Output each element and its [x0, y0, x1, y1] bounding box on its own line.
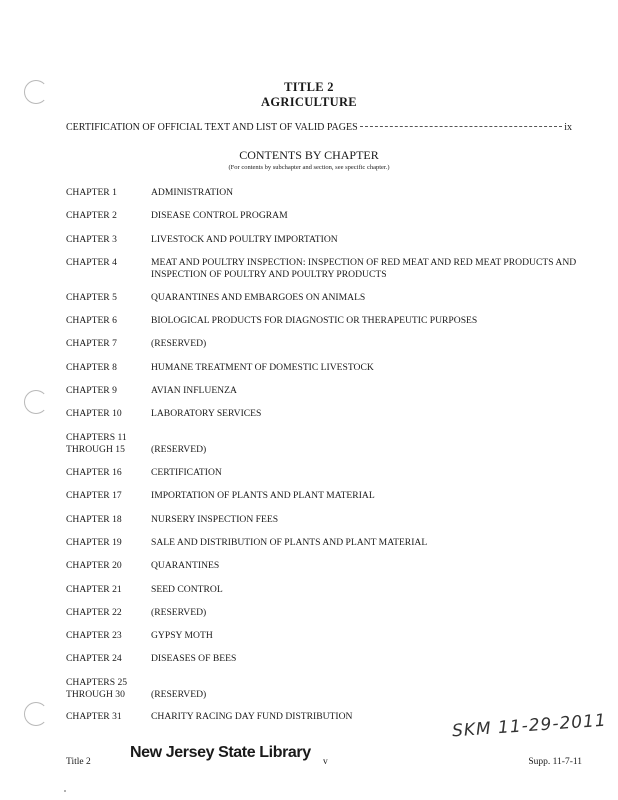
chapter-row [66, 338, 591, 350]
chapter-title-text: (RESERVED) [151, 688, 207, 700]
chapter-title: DISEASES OF BEES [151, 653, 237, 664]
punch-hole [24, 390, 48, 414]
chapter-number: CHAPTER 6 [66, 315, 117, 326]
chapter-title: SEED CONTROL [151, 584, 223, 595]
certification-line [66, 122, 572, 136]
title-number: TITLE 2 [284, 80, 334, 94]
contents-heading: CONTENTS BY CHAPTER [239, 148, 379, 162]
library-stamp: New Jersey State Library [130, 744, 311, 761]
chapter-title: IMPORTATION OF PLANTS AND PLANT MATERIAL [151, 490, 375, 501]
chapter-number-line2: THROUGH 30 [66, 688, 125, 700]
supplement-date: Supp. 11-7-11 [528, 757, 582, 767]
chapter-number [66, 432, 151, 455]
chapter-row [66, 514, 591, 526]
chapter-number: CHAPTER 19 [66, 537, 122, 548]
dot-leader [360, 126, 563, 127]
chapter-row [66, 187, 591, 199]
chapter-title [151, 432, 591, 455]
chapter-row [66, 490, 591, 502]
chapter-number: CHAPTER 7 [66, 338, 117, 349]
chapter-title: BIOLOGICAL PRODUCTS FOR DIAGNOSTIC OR THERAPEUTIC PURPOSES [151, 315, 478, 326]
chapter-row [66, 234, 591, 246]
chapter-number: CHAPTER 24 [66, 653, 122, 664]
chapter-number: CHAPTER 2 [66, 210, 117, 221]
chapter-row [66, 385, 591, 397]
chapter-number: CHAPTER 22 [66, 607, 122, 618]
chapter-number: CHAPTER 18 [66, 514, 122, 525]
chapter-number-line1: CHAPTERS 11 [66, 432, 127, 443]
chapter-title: SALE AND DISTRIBUTION OF PLANTS AND PLANT MATERIAL [151, 537, 428, 548]
chapter-number-line2: THROUGH 15 [66, 443, 125, 455]
chapter-title: (RESERVED) [151, 338, 207, 349]
title-name: AGRICULTURE [261, 95, 357, 109]
chapter-title: ADMINISTRATION [151, 187, 234, 198]
chapter-number: CHAPTER 16 [66, 467, 122, 478]
chapter-number: CHAPTER 21 [66, 584, 122, 595]
scan-speck [64, 790, 66, 792]
chapter-row [66, 210, 591, 222]
chapter-title [151, 677, 591, 700]
chapter-number: CHAPTER 17 [66, 490, 122, 501]
chapter-number: CHAPTER 8 [66, 362, 117, 373]
chapter-row [66, 653, 591, 665]
chapter-title: LABORATORY SERVICES [151, 408, 262, 419]
chapter-title-text: (RESERVED) [151, 443, 207, 455]
chapter-title: CHARITY RACING DAY FUND DISTRIBUTION [151, 711, 353, 722]
chapter-number-line1: CHAPTERS 25 [66, 677, 128, 688]
chapter-title: HUMANE TREATMENT OF DOMESTIC LIVESTOCK [151, 362, 374, 373]
chapter-title: (RESERVED) [151, 607, 207, 618]
page-number: v [323, 757, 328, 767]
chapter-title: LIVESTOCK AND POULTRY IMPORTATION [151, 234, 338, 245]
chapter-row [66, 292, 591, 304]
punch-hole [24, 702, 48, 726]
chapter-number: CHAPTER 20 [66, 560, 122, 571]
certification-page: ix [564, 122, 572, 133]
chapter-row [66, 257, 591, 280]
chapter-title: QUARANTINES [151, 560, 220, 571]
chapter-number: CHAPTER 9 [66, 385, 117, 396]
chapter-number: CHAPTER 3 [66, 234, 117, 245]
chapter-row [66, 607, 591, 619]
chapter-row [66, 432, 591, 455]
chapter-number: CHAPTER 4 [66, 257, 117, 268]
chapter-title: QUARANTINES AND EMBARGOES ON ANIMALS [151, 292, 366, 303]
chapter-title: MEAT AND POULTRY INSPECTION: INSPECTION OF RED MEAT AND RED MEAT PRODUCTS AND INSPECTION OF POULTRY AND POULTRY PRODUCTS [151, 257, 577, 280]
chapter-number: CHAPTER 5 [66, 292, 117, 303]
chapter-number: CHAPTER 1 [66, 187, 117, 198]
chapter-title: NURSERY INSPECTION FEES [151, 514, 279, 525]
chapter-title: CERTIFICATION [151, 467, 222, 478]
contents-note: (For contents by subchapter and section, see specific chapter.) [228, 164, 390, 171]
handwritten-annotation: SKM 11-29-2011 [451, 710, 608, 742]
chapter-row [66, 630, 591, 642]
chapter-title: DISEASE CONTROL PROGRAM [151, 210, 288, 221]
chapter-title: GYPSY MOTH [151, 630, 213, 641]
chapter-row [66, 408, 591, 420]
chapter-row [66, 362, 591, 374]
chapter-row [66, 560, 591, 572]
chapter-number [66, 677, 151, 700]
chapter-row [66, 677, 591, 700]
certification-label: CERTIFICATION OF OFFICIAL TEXT AND LIST OF VALID PAGES [66, 122, 358, 133]
chapter-number: CHAPTER 23 [66, 630, 122, 641]
chapter-row [66, 537, 591, 549]
chapter-row [66, 584, 591, 596]
chapter-row [66, 467, 591, 479]
chapter-number: CHAPTER 31 [66, 711, 122, 722]
chapter-title: AVIAN INFLUENZA [151, 385, 237, 396]
footer-title: Title 2 [66, 757, 91, 767]
chapter-row [66, 315, 591, 327]
chapter-number: CHAPTER 10 [66, 408, 122, 419]
